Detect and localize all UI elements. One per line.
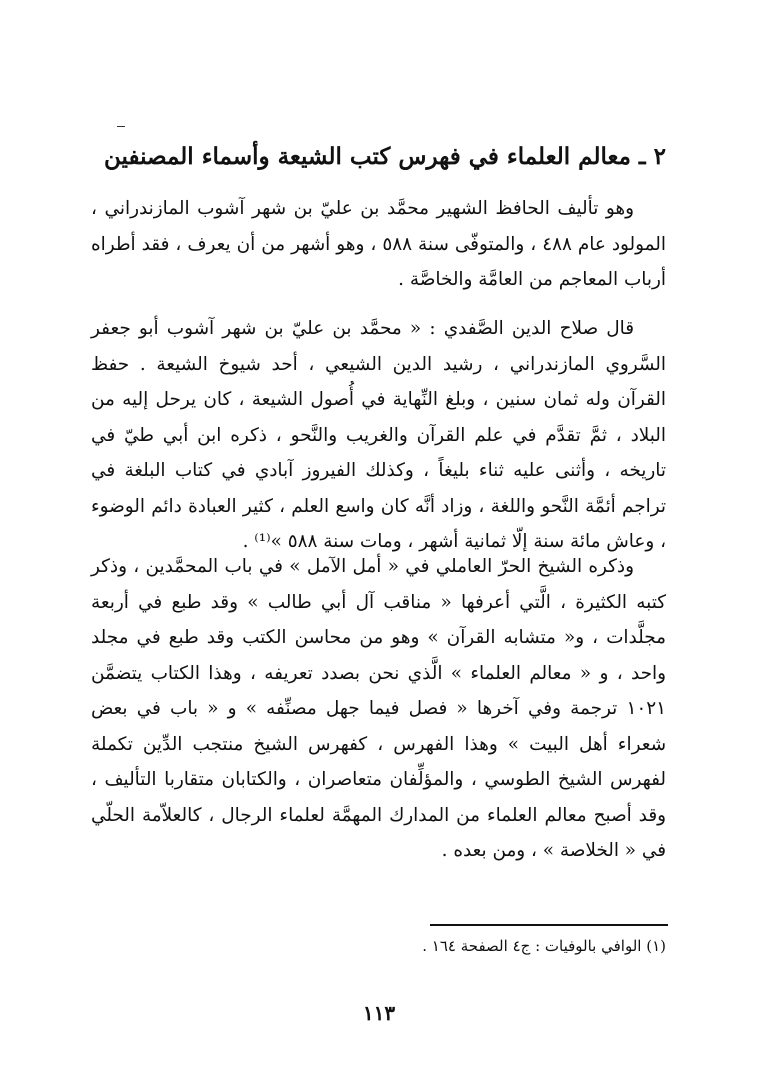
body-paragraph-1 bbox=[91, 191, 666, 298]
paragraph-text: قال صلاح الدين الصَّفدي : « محمَّد بن عليّ بن شهر آشوب أبو جعفر السَّروي المازندراني ، رشيد الدين الشيعي ، أحد شيوخ الشيعة . حفظ القرآن وله ثمان سنين ، وبلغ النِّهاية في أُصول الشيعة ، كان يرحل إليه من البلاد ، ثمَّ تقدَّم في علم القرآن والغريب والنَّحو ، ذكره ابن أبي طيّ في تاريخه ، وأثنى عليه ثناء بليغاً ، وكذلك الفيروز آبادي في كتاب البلغة في تراجم أئمَّة النَّحو واللغة ، وزاد أنَّه كان واسع العلم ، كثير العبادة دائم الوضوء ، وعاش مائة سنة إلّا ثمانية أشهر ، ومات سنة ٥٨٨ »⁽¹⁾ . bbox=[91, 318, 666, 552]
footnote-divider bbox=[430, 924, 668, 926]
page-number: ١١٣ bbox=[362, 1001, 396, 1025]
body-paragraph-3 bbox=[91, 549, 666, 869]
footnote: (١) الوافي بالوفيات : ج٤ الصفحة ١٦٤ . bbox=[422, 937, 666, 955]
section-heading: ٢ ـ معالم العلماء في فهرس كتب الشيعة وأسماء المصنفين bbox=[104, 143, 666, 170]
paragraph-text: وهو تأليف الحافظ الشهير محمَّد بن عليّ بن شهر آشوب المازندراني ، المولود عام ٤٨٨ ، والمتوفّى سنة ٥٨٨ ، وهو أشهر من أن يعرف ، فقد أطراه أرباب المعاجم من العامَّة والخاصَّة . bbox=[91, 198, 666, 290]
paragraph-text: وذكره الشيخ الحرّ العاملي في « أمل الآمل » في باب المحمَّدين ، وذكر كتبه الكثيرة ، الَّتي أعرفها « مناقب آل أبي طالب » وقد طبع في أربعة مجلَّدات ، و« متشابه القرآن » وهو من محاسن الكتب وقد طبع في مجلد واحد ، و « معالم العلماء » الَّذي نحن بصدد تعريفه ، وهذا الكتاب يتضمَّن ١٠٢١ ترجمة وفي آخرها « فصل فيما جهل مصنِّفه » و « باب في بعض شعراء أهل البيت » وهذا الفهرس ، كفهرس الشيخ منتجب الدِّين تكملة لفهرس الشيخ الطوسي ، والمؤلِّفان متعاصران ، والكتابان متقاربا التأليف ، وقد أصبح معالم العلماء من المدارك المهمَّة لعلماء الرجال ، كالعلاّمة الحلّي في « الخلاصة » ، ومن بعده . bbox=[91, 556, 666, 861]
margin-mark bbox=[117, 126, 125, 127]
body-paragraph-2 bbox=[91, 311, 666, 560]
